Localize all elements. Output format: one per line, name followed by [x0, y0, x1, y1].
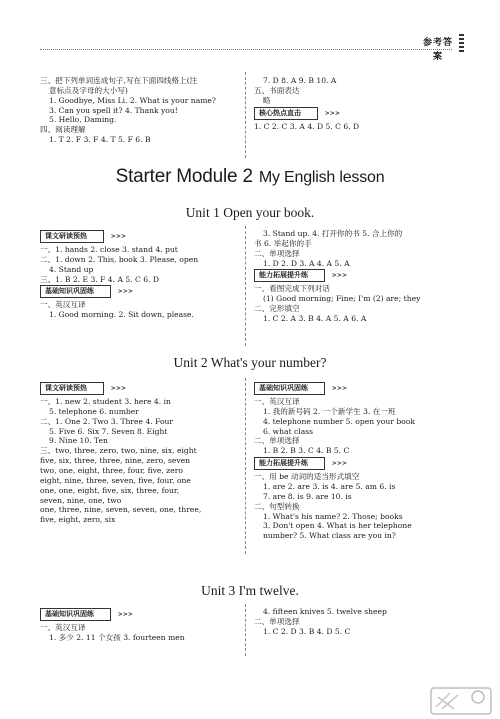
module-subtitle: My English lesson	[258, 169, 385, 186]
column-divider	[245, 604, 246, 656]
header-dotted-rule	[40, 49, 452, 50]
watermark-logo-icon	[430, 687, 492, 715]
text-line: 五、书面表达	[254, 85, 300, 95]
text-line: 7. D 8. A 9. B 10. A	[263, 76, 337, 85]
unit2-left	[40, 381, 240, 525]
text-line: 略	[263, 95, 271, 105]
section-label: 基础知识巩固练 > > >	[40, 608, 111, 621]
text-line: seven, nine, one, two	[40, 495, 122, 505]
text-line: 二、单项选择	[254, 616, 300, 626]
unit3-right	[254, 607, 454, 637]
text-line: 二、句型转换	[254, 501, 300, 511]
unit2-right	[254, 381, 454, 541]
unit3-left	[40, 607, 240, 643]
text-line: 9. Nine 10. Ten	[49, 436, 108, 446]
text-line: 1. C 2. D 3. B 4. D 5. C	[263, 626, 351, 636]
text-line: one, one, eight, five, six, three, four,	[40, 485, 180, 495]
text-line: 7. are 8. is 9. are 10. is	[263, 491, 352, 501]
text-line: 二、1. One 2. Two 3. Three 4. Four	[40, 416, 174, 426]
column-divider	[245, 226, 246, 346]
text-line: number? 5. What class are you in?	[263, 531, 396, 541]
section-label: 基础知识巩固练 > > >	[40, 285, 111, 298]
text-line: 1. 多少 2. 11 个女孩 3. fourteen men	[49, 632, 185, 642]
unit3-title: Unit 3 I'm twelve.	[201, 583, 299, 598]
text-line: 5. telephone 6. number	[49, 406, 139, 416]
text-line: 4. telephone number 5. open your book	[263, 416, 415, 426]
text-line: 书 6. 举起你的手	[254, 238, 312, 248]
text-line: 四、阅读理解	[40, 125, 86, 135]
text-line: 一、1. hands 2. close 3. stand 4. put	[40, 245, 178, 254]
text-line: 三、把下列单词连成句子,写在下面四线格上(注	[40, 76, 198, 85]
text-line: 1. B 2. B 3. C 4. B 5. C	[263, 446, 350, 456]
text-line: 5. Hello, Daming.	[49, 115, 117, 125]
section-label: 基础知识巩固练 > > >	[254, 382, 325, 395]
section-label: 能力拓展提升练 > > >	[254, 269, 325, 282]
unit2-title: Unit 2 What's your number?	[173, 355, 327, 370]
section-label: 课文研读预热 > > >	[40, 230, 104, 243]
column-divider	[245, 378, 246, 554]
text-line: 4. Stand up	[49, 264, 94, 274]
section-label: 课文研读预热 > > >	[40, 382, 104, 395]
text-line: 1. C 2. A 3. B 4. A 5. A 6. A	[263, 314, 367, 324]
text-line: 4. fifteen knives 5. twelve sheep	[263, 607, 387, 616]
answer-key-tab: 参考答案	[420, 36, 456, 50]
text-line: two, one, eight, three, four, five, zero	[40, 466, 183, 476]
section-label: 核心热点直击 > > >	[254, 107, 318, 120]
text-line: 1. Good morning. 2. Sit down, please.	[49, 310, 194, 320]
text-line: eight, nine, three, seven, five, four, one	[40, 475, 191, 485]
text-line: one, three, nine, seven, seven, one, three,	[40, 505, 202, 515]
text-line: 一、用 be 动词的适当形式填空	[254, 472, 360, 482]
module-title	[0, 165, 500, 190]
text-line: 一、看图完成下列对话	[254, 284, 330, 294]
text-line: 一、英汉互译	[254, 397, 300, 406]
text-line: 一、英汉互译	[40, 623, 86, 632]
text-line: 一、1. new 2. student 3. here 4. in	[40, 397, 171, 406]
top-right-answers	[254, 76, 454, 131]
text-line: 二、单项选择	[254, 248, 300, 258]
text-line: 3. Stand up. 4. 打开你的书 5. 合上你的	[263, 229, 403, 238]
module-title-main: Starter Module 2	[115, 166, 253, 187]
text-line: five, eight, zero, six	[40, 515, 116, 525]
text-line: 5. Five 6. Six 7. Seven 8. Eight	[49, 426, 168, 436]
text-line: 1. Goodbye, Miss Li. 2. What is your name?	[49, 95, 216, 105]
text-line: 三、1. B 2. E 3. F 4. A 5. C 6. D	[40, 274, 159, 284]
text-line: five, six, three, three, nine, zero, seven	[40, 456, 191, 466]
unit1-right	[254, 229, 454, 324]
unit1-left	[40, 229, 240, 320]
text-line: 1. are 2. are 3. is 4. are 5. am 6. is	[263, 482, 396, 492]
text-line: 1. D 2. D 3. A 4. A 5. A	[263, 258, 350, 268]
unit1-title: Unit 1 Open your book.	[185, 205, 315, 220]
text-line: (1) Good morning; Fine; I'm (2) are; they	[263, 294, 421, 304]
text-line: 1. C 2. C 3. A 4. D 5. C 6. D	[254, 121, 360, 131]
top-left-answers	[40, 76, 240, 145]
section-label: 能力拓展提升练 > > >	[254, 457, 325, 470]
text-line: 6. what class	[263, 426, 314, 436]
text-line: 3. Can you spell it? 4. Thank you!	[49, 105, 178, 115]
text-line: 意标点及字母的大小写)	[49, 85, 128, 95]
text-line: 一、英汉互译	[40, 300, 86, 310]
text-line: 1. What's his name? 2. Those; books	[263, 511, 403, 521]
text-line: 1. 我的新号码 2. 一个新学生 3. 在一班	[263, 406, 396, 416]
text-line: 3. Don't open 4. What is her telephone	[263, 521, 412, 531]
column-divider	[245, 72, 246, 158]
text-line: 三、two, three, zero, two, nine, six, eight	[40, 446, 197, 456]
text-line: 二、单项选择	[254, 436, 300, 446]
text-line: 二、1. down 2. This, book 3. Please, open	[40, 254, 199, 264]
text-line: 二、完形填空	[254, 304, 300, 314]
text-line: 1. T 2. F 3. F 4. T 5. F 6. B	[49, 135, 151, 145]
